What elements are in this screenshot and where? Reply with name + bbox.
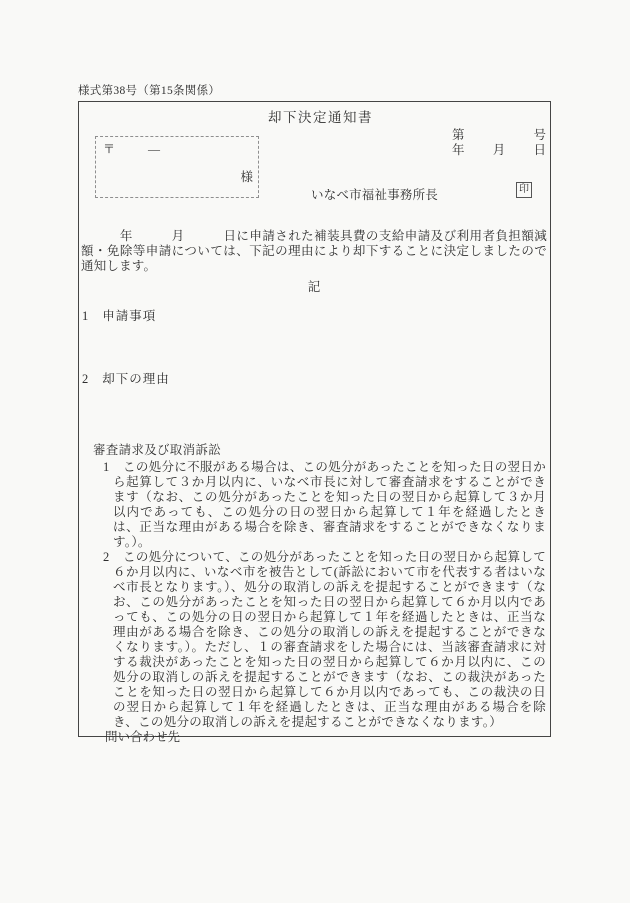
date-year-label: 年 <box>452 143 465 157</box>
appeal-item-1-number: 1 <box>103 460 110 474</box>
appeal-items <box>79 460 547 730</box>
doc-number-suffix: 号 <box>533 128 546 142</box>
main-item-1-number: 1 <box>82 309 89 323</box>
record-mark: 記 <box>307 280 322 294</box>
appeal-item-2-number: 2 <box>103 550 110 564</box>
postal-line <box>103 140 160 157</box>
date-day-label: 日 <box>533 143 546 157</box>
doc-number-prefix: 第 <box>452 128 465 142</box>
date-month-label: 月 <box>492 143 506 157</box>
appeal-section <box>79 443 547 745</box>
appeal-item-2-text: この処分について、この処分があったことを知った日の翌日から起算して６か月以内に、いなべ市を被告として(訴訟において市を代表する者はいなべ市長となります。）、処分の取消しの訴えを提起することができます（なお、この処分があったことを知った日の翌日から起算して６か月以内であっても、この処分の日の翌日から起算して１年を経過したときは、正当な理由がある場合を除き、この処分の取消しの訴えを提起することができなくなります。）。ただし、１の審査請求をした場合には、当該審査請求に対する裁決があったことを知った日の翌日から起算して６か月以内に、この処分の取消しの訴えを提起することができます（なお、この裁決があったことを知った日の翌日から起算して６か月以内であっても、この裁決の日の翌日から起算して１年を経過したときは、正当な理由がある場合を除き、この処分の取消しの訴えを提起することができなくなります。） <box>113 550 546 729</box>
document-title: 却下決定通知書 <box>268 110 373 125</box>
appeal-item-1 <box>103 460 546 550</box>
body-paragraph: 年 月 日に申請された補装具費の支給申請及び利用者負担額減額・免除等申請については、下記の理由により却下することに決定しましたので通知します。 <box>81 229 547 273</box>
addressee-box <box>95 136 259 198</box>
addressee-honorific: 様 <box>240 170 253 184</box>
document-date-line <box>452 140 546 158</box>
main-item-rejection-reason <box>82 369 170 387</box>
appeal-item-2 <box>103 550 546 730</box>
main-item-2-label: 却下の理由 <box>102 372 170 386</box>
appeal-item-1-text: この処分に不服がある場合は、この処分があったことを知った日の翌日から起算して３か月以内に、いなべ市長に対して審査請求をすることができます（なお、この処分があったことを知った日の翌日から起算して３か月以内であっても、この処分の日の翌日から起算して１年を経過したときは、正当な理由がある場合を除き、審査請求をすることができなくなります。）。 <box>113 460 546 549</box>
main-item-1-label: 申請事項 <box>102 309 157 323</box>
main-item-application <box>82 306 156 324</box>
form-label: 様式第38号（第15条関係） <box>78 85 221 97</box>
issuer-name: いなべ市福祉事務所長 <box>311 188 439 202</box>
seal-box: 印 <box>516 182 532 198</box>
postal-dash: ― <box>148 142 161 156</box>
appeal-heading: 審査請求及び取消訴訟 <box>93 443 222 457</box>
postal-mark: 〒 <box>103 142 116 156</box>
main-item-2-number: 2 <box>82 372 89 386</box>
notice-box <box>78 101 551 744</box>
contact-label: 問い合わせ先 <box>105 730 181 744</box>
